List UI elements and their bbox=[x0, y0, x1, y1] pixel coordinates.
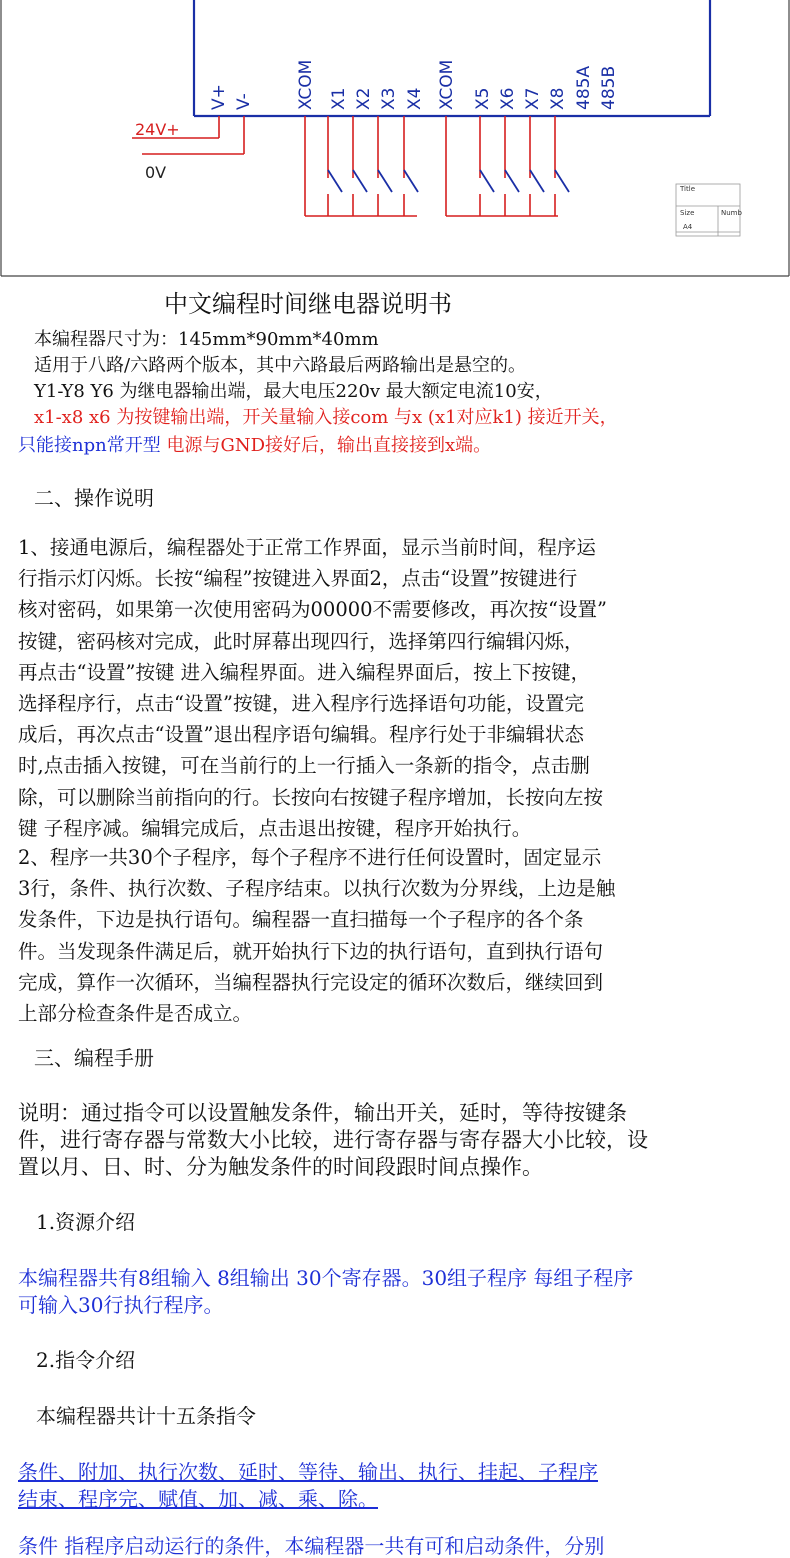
npn-note: 只能接npn常开型 bbox=[18, 435, 161, 456]
resource-title: 1.资源介绍 bbox=[36, 1210, 136, 1234]
instruction-list bbox=[18, 1459, 718, 1513]
title-block-title: Title bbox=[680, 185, 696, 193]
intro-npn-line bbox=[18, 434, 491, 458]
text-line: 1、接通电源后，编程器处于正常工作界面，显示当前时间，程序运 bbox=[18, 536, 596, 559]
supply-0v-label: 0V bbox=[145, 163, 167, 182]
text-line: 除，可以删除当前指向的行。长按向右按键子程序增加，长按向左按 bbox=[18, 785, 604, 809]
doc-title: 中文编程时间继电器说明书 bbox=[164, 290, 452, 318]
text-line: 可输入30行执行程序。 bbox=[18, 1293, 224, 1317]
cutoff-line: 条件 指程序启动运行的条件，本编程器一共有可和启动条件，分别 bbox=[18, 1534, 605, 1558]
terminal-label: X5 bbox=[473, 87, 493, 110]
supply-24v-label: 24V+ bbox=[135, 120, 180, 139]
text-line: 置以月、日、时、分为触发条件的时间段跟时间点操作。 bbox=[18, 1155, 543, 1179]
text-line: 时,点击插入按键，可在当前行的上一行插入一条新的指令，点击删 bbox=[18, 754, 590, 778]
section3-title: 三、编程手册 bbox=[34, 1046, 154, 1070]
switches bbox=[328, 170, 569, 192]
title-block-size: Size bbox=[680, 209, 695, 217]
wiring-schematic bbox=[0, 0, 790, 280]
text-line: 件，进行寄存器与常数大小比较，进行寄存器与寄存器大小比较，设 bbox=[18, 1128, 648, 1152]
terminal-label: 485A bbox=[574, 65, 594, 110]
text-line: 3行，条件、执行次数、子程序结束。以执行次数为分界线，上边是触 bbox=[18, 877, 616, 901]
terminal-label: X6 bbox=[498, 87, 518, 110]
terminal-label: XCOM bbox=[437, 59, 457, 110]
text-line: 核对密码，如果第一次使用密码为00000不需要修改，再次按“设置” bbox=[18, 598, 607, 622]
instruction-title: 2.指令介绍 bbox=[36, 1348, 136, 1372]
terminal-label: X1 bbox=[329, 87, 349, 110]
title-block-size-value: A4 bbox=[683, 223, 693, 231]
section3-desc bbox=[18, 1100, 718, 1181]
terminal-label: XCOM bbox=[296, 59, 316, 110]
terminal-label: X8 bbox=[548, 87, 568, 110]
terminal-label: X4 bbox=[405, 87, 425, 110]
section2-para1 bbox=[18, 532, 718, 844]
text-line: 完成，算作一次循环，当编程器执行完设定的循环次数后，继续回到 bbox=[18, 970, 604, 994]
text-line: 2、程序一共30个子程序，每个子程序不进行任何设置时，固定显示 bbox=[18, 846, 602, 869]
title-block-number: Numb bbox=[721, 209, 742, 217]
text-line: 说明：通过指令可以设置触发条件，输出开关，延时，等待按键条 bbox=[18, 1101, 627, 1125]
text-line: 成后，再次点击“设置”退出程序语句编辑。程序行处于非编辑状态 bbox=[18, 723, 584, 747]
terminal-label: X2 bbox=[354, 87, 374, 110]
terminal-label: 485B bbox=[599, 65, 619, 110]
section2-title: 二、操作说明 bbox=[34, 486, 154, 510]
text-line: 按键，密码核对完成，此时屏幕出现四行，选择第四行编辑闪烁， bbox=[18, 629, 584, 653]
wiring-red bbox=[132, 116, 558, 216]
power-note: 电源与GND接好后，输出直接接到x端。 bbox=[160, 435, 492, 456]
terminal-label: X3 bbox=[379, 87, 399, 110]
text-line: 本编程器共有8组输入 8组输出 30个寄存器。30组子程序 每组子程序 bbox=[18, 1266, 634, 1290]
text-line: 上部分检查条件是否成立。 bbox=[18, 1002, 253, 1026]
text-line: 键 子程序减。编辑完成后，点击退出按键，程序开始执行。 bbox=[18, 816, 532, 840]
terminal-label: V- bbox=[234, 93, 254, 110]
instruction-count: 本编程器共计十五条指令 bbox=[36, 1404, 256, 1428]
section2-para2 bbox=[18, 842, 718, 1029]
intro-line-3: Y1-Y8 Y6 为继电器输出端，最大电压220v 最大额定电流10安， bbox=[34, 381, 553, 402]
intro-warning-line: x1-x8 x6 为按键输出端，开关量输入接com 与x (x1对应k1) 接近开关， bbox=[34, 407, 618, 428]
resource-text bbox=[18, 1265, 718, 1319]
terminal-label: X7 bbox=[523, 87, 543, 110]
intro-line-2: 适用于八路/六路两个版本，其中六路最后两路输出是悬空的。 bbox=[34, 355, 527, 376]
text-line: 选择程序行，点击“设置”按键，进入程序行选择语句功能，设置完 bbox=[18, 692, 584, 716]
terminal-label: V+ bbox=[209, 84, 229, 110]
text-line: 条件、附加、执行次数、延时、等待、输出、执行、挂起、子程序 bbox=[18, 1460, 598, 1484]
text-line: 件。当发现条件满足后，就开始执行下边的执行语句，直到执行语句 bbox=[18, 939, 604, 963]
text-line: 发条件，下边是执行语句。编程器一直扫描每一个子程序的各个条 bbox=[18, 908, 584, 932]
intro-line-1: 本编程器尺寸为：145mm*90mm*40mm bbox=[34, 329, 379, 350]
text-line: 再点击“设置”按键 进入编程界面。进入编程界面后，按上下按键， bbox=[18, 660, 591, 684]
text-line: 结束、程序完、赋值、加、减、乘、除。 bbox=[18, 1487, 378, 1511]
text-line: 行指示灯闪烁。长按“编程”按键进入界面2，点击“设置”按键进行 bbox=[18, 567, 578, 591]
